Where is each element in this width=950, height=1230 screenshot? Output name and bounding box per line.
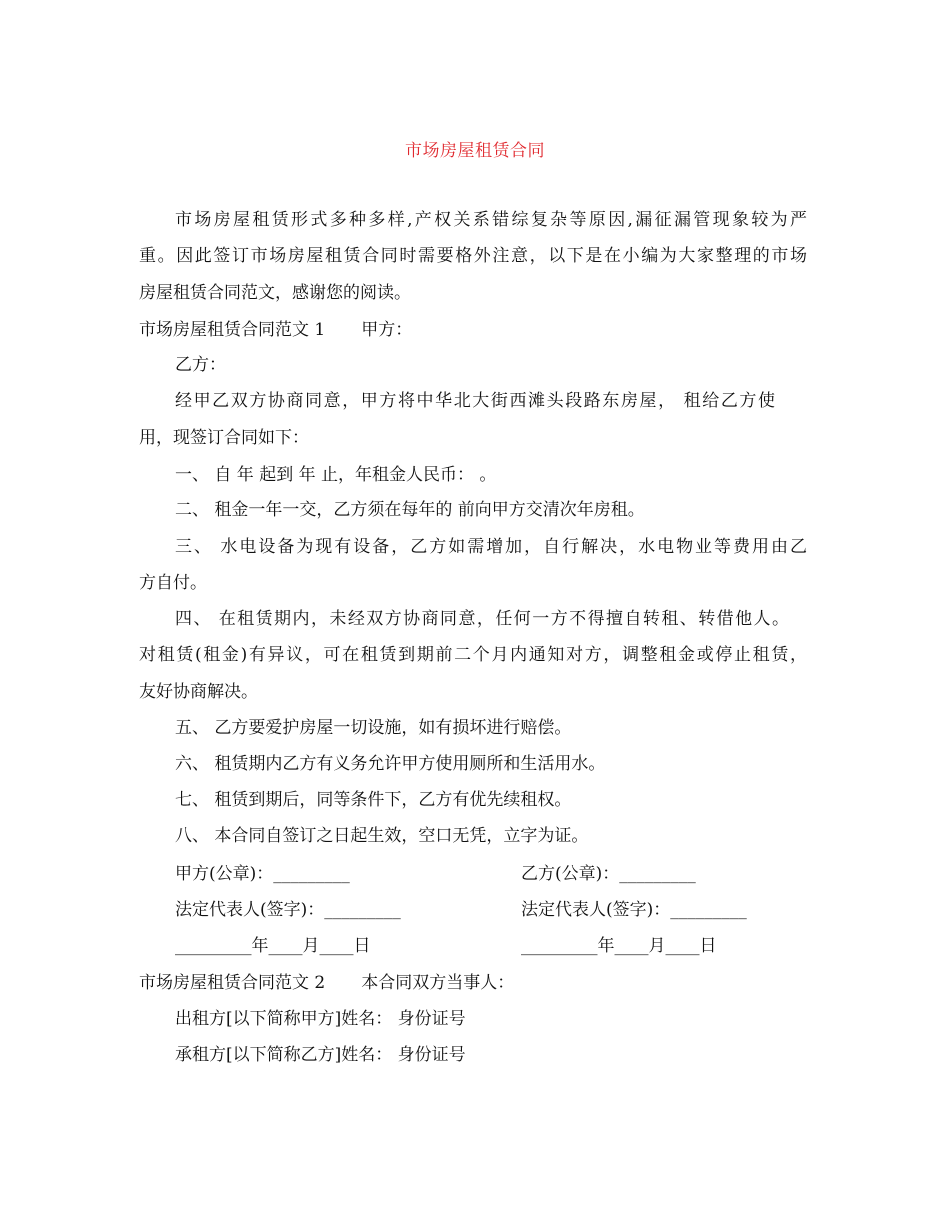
section2-lead: 本合同双方当事人： xyxy=(361,973,515,993)
clause-2: 二、 租金一年一交，乙方须在每年的 前向甲方交清次年房租。 xyxy=(175,500,645,520)
clause-7: 七、 租赁到期后，同等条件下，乙方有优先续租权。 xyxy=(175,790,572,810)
party-b-seal-field: 乙方(公章)：_________ xyxy=(521,864,696,884)
party-b-label: 乙方： xyxy=(175,355,226,375)
clause-6: 六、 租赁期内乙方有义务允许甲方使用厕所和生活用水。 xyxy=(175,754,606,774)
lessor-line: 出租方[以下简称甲方]姓名： 身份证号 xyxy=(175,1009,466,1029)
party-a-seal-field: 甲方(公章)：_________ xyxy=(175,864,350,884)
clause-5: 五、 乙方要爱护房屋一切设施，如有损坏进行赔偿。 xyxy=(175,718,572,738)
clause-3-line-1: 三、 水电设备为现有设备，乙方如需增加，自行解决，水电物业等费用由乙 xyxy=(175,537,807,557)
party-b-representative-field: 法定代表人(签字)：_________ xyxy=(521,900,747,920)
party-a-representative-field: 法定代表人(签字)：_________ xyxy=(175,900,401,920)
section2-heading: 市场房屋租赁合同范文 2 xyxy=(139,973,326,993)
intro-line-3: 房屋租赁合同范文，感谢您的阅读。 xyxy=(139,283,411,303)
agreement-line-1: 经甲乙双方协商同意，甲方将中华北大街西滩头段路东房屋， 租给乙方使 xyxy=(175,391,775,411)
section1-heading: 市场房屋租赁合同范文 1 xyxy=(139,320,326,340)
clause-4-line-1: 四、 在租赁期内，未经双方协商同意，任何一方不得擅自转租、转借他人。 xyxy=(175,609,789,629)
clause-4-line-3: 友好协商解决。 xyxy=(139,682,258,702)
intro-line-2: 重。因此签订市场房屋租赁合同时需要格外注意，以下是在小编为大家整理的市场 xyxy=(139,246,807,266)
lessee-line: 承租方[以下简称乙方]姓名： 身份证号 xyxy=(175,1045,466,1065)
intro-line-1: 市场房屋租赁形式多种多样,产权关系错综复杂等原因,漏征漏管现象较为严 xyxy=(175,210,807,230)
clause-4-line-2: 对租赁(租金)有异议，可在租赁到期前二个月内通知对方，调整租金或停止租赁， xyxy=(139,645,807,665)
section2-heading-row xyxy=(139,973,514,993)
party-b-date-field: _________年____月____日 xyxy=(521,936,717,956)
clause-8: 八、 本合同自签订之日起生效，空口无凭，立字为证。 xyxy=(175,826,589,846)
party-a-label: 甲方： xyxy=(361,320,413,340)
agreement-line-2: 用，现签订合同如下： xyxy=(139,428,309,448)
section1-heading-row xyxy=(139,320,412,340)
party-a-date-field: _________年____月____日 xyxy=(175,936,371,956)
clause-3-line-2: 方自付。 xyxy=(139,573,207,593)
clause-1: 一、 自 年 起到 年 止，年租金人民币： 。 xyxy=(175,465,497,485)
document-title: 市场房屋租赁合同 xyxy=(405,141,545,161)
